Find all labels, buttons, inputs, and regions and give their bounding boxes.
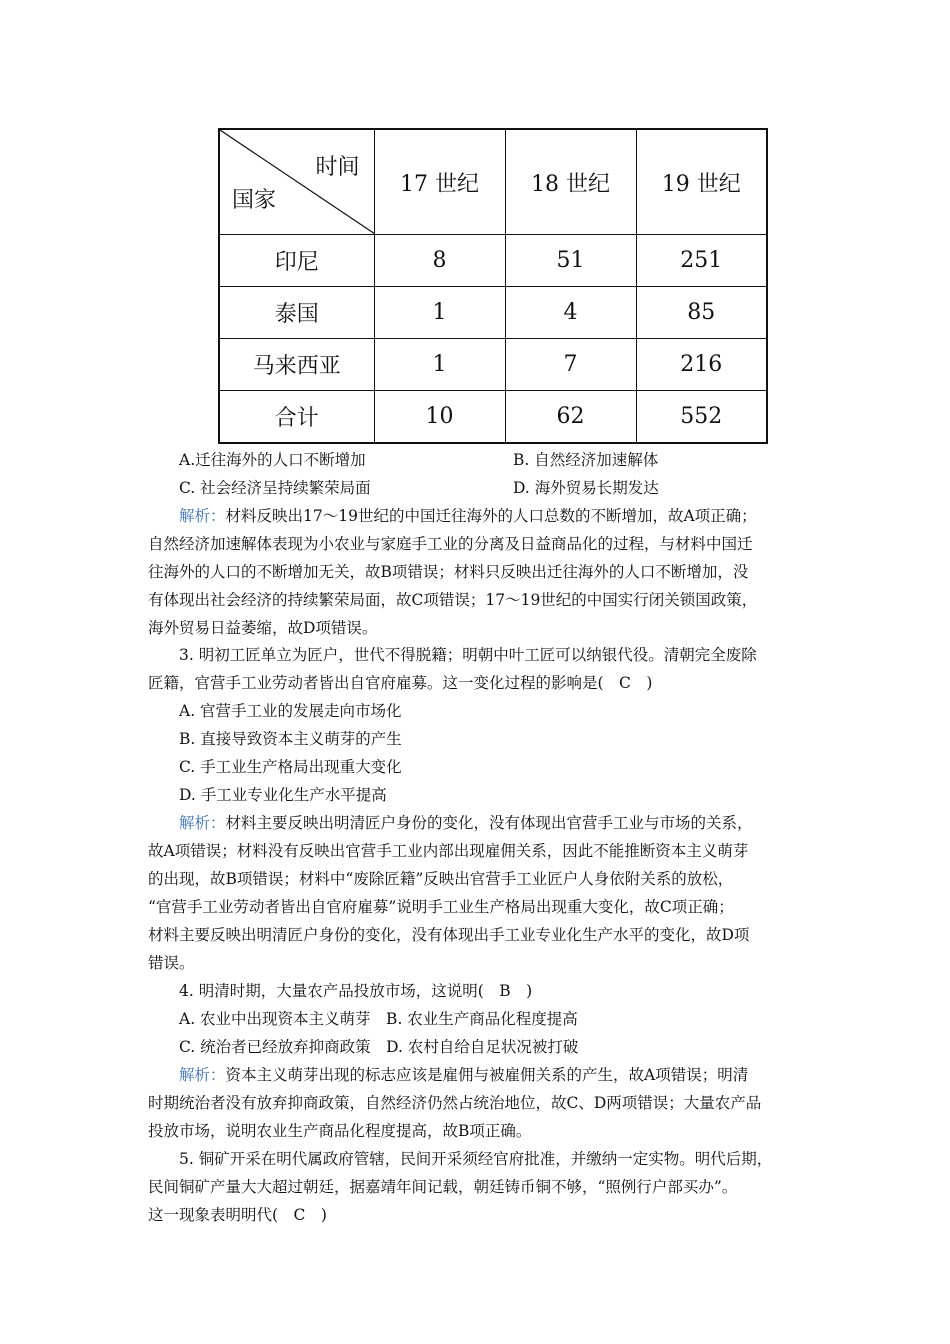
explanation-line: 材料主要反映出明清匠户身份的变化，没有体现出官营手工业与市场的关系， bbox=[225, 814, 753, 832]
question-stem: 4. 明清时期，大量农产品投放市场，这说明( B ) bbox=[179, 982, 533, 1000]
table-cell: 10 bbox=[374, 391, 505, 444]
table-cell: 216 bbox=[636, 339, 767, 391]
explanation-line: “官营手工业劳动者皆出自官府雇募”说明手工业生产格局出现重大变化，故C项正确； bbox=[148, 898, 734, 916]
column-header: 18 世纪 bbox=[505, 129, 636, 235]
question-5 bbox=[148, 1145, 808, 1229]
option: A. 官营手工业的发展走向市场化 bbox=[179, 702, 402, 720]
table-cell: 4 bbox=[505, 287, 636, 339]
explanation-line: 时期统治者没有放弃抑商政策，自然经济仍然占统治地位，故C、D两项错误；大量农产品 bbox=[148, 1094, 762, 1112]
q2-option-c: C. 社会经济呈持续繁荣局面 bbox=[179, 479, 371, 497]
table-cell: 7 bbox=[505, 339, 636, 391]
table-cell: 251 bbox=[636, 235, 767, 287]
option: D. 手工业专业化生产水平提高 bbox=[179, 786, 387, 804]
explanation-line: 故A项错误；材料没有反映出官营手工业内部出现雇佣关系，因此不能推断资本主义萌芽 bbox=[148, 842, 749, 860]
question-stem: 这一现象表明明代( C ) bbox=[148, 1206, 327, 1224]
option: C. 统治者已经放弃抑商政策 D. 农村自给自足状况被打破 bbox=[179, 1038, 579, 1056]
explanation-label: 解析： bbox=[179, 1066, 226, 1084]
explanation-line: 有体现出社会经济的持续繁荣局面，故C项错误；17～19世纪的中国实行闭关锁国政策， bbox=[148, 591, 758, 609]
table-cell: 552 bbox=[636, 391, 767, 444]
explanation-line: 材料反映出17～19世纪的中国迁往海外的人口总数的不断增加，故A项正确； bbox=[225, 507, 757, 525]
table-cell: 1 bbox=[374, 287, 505, 339]
question-stem: 3. 明初工匠单立为匠户，世代不得脱籍；明朝中叶工匠可以纳银代役。清朝完全废除 bbox=[179, 646, 757, 664]
question-stem: 5. 铜矿开采在明代属政府管辖，民间开采须经官府批准，并缴纳一定实物。明代后期， bbox=[179, 1150, 773, 1168]
table-cell: 8 bbox=[374, 235, 505, 287]
table-row bbox=[219, 235, 767, 287]
table-row bbox=[219, 287, 767, 339]
option: C. 手工业生产格局出现重大变化 bbox=[179, 758, 402, 776]
explanation-line: 自然经济加速解体表现为小农业与家庭手工业的分离及日益商品化的过程，与材料中国迁 bbox=[148, 535, 753, 553]
explanation-label: 解析： bbox=[179, 507, 226, 525]
row-country: 合计 bbox=[219, 391, 374, 444]
q2-explanation bbox=[148, 502, 808, 642]
explanation-line: 海外贸易日益萎缩，故D项错误。 bbox=[148, 619, 378, 637]
diagonal-header-cell bbox=[219, 129, 374, 235]
table-cell: 1 bbox=[374, 339, 505, 391]
explanation-line: 资本主义萌芽出现的标志应该是雇佣与被雇佣关系的产生，故A项错误；明清 bbox=[225, 1066, 749, 1084]
explanation-line: 投放市场，说明农业生产商品化程度提高，故B项正确。 bbox=[148, 1122, 532, 1140]
explanation-line: 的出现，故B项错误；材料中“废除匠籍”反映出官营手工业匠户人身依附关系的放松， bbox=[148, 870, 734, 888]
question-4 bbox=[148, 977, 808, 1145]
q2-option-a: A.迁往海外的人口不断增加 bbox=[179, 451, 366, 469]
table-cell: 51 bbox=[505, 235, 636, 287]
option: A. 农业中出现资本主义萌芽 B. 农业生产商品化程度提高 bbox=[179, 1010, 578, 1028]
question-stem: 匠籍，官营手工业劳动者皆出自官府雇募。这一变化过程的影响是( C ) bbox=[148, 674, 653, 692]
option: B. 直接导致资本主义萌芽的产生 bbox=[179, 730, 402, 748]
table-cell: 85 bbox=[636, 287, 767, 339]
row-country: 印尼 bbox=[219, 235, 374, 287]
explanation-label: 解析： bbox=[179, 814, 226, 832]
header-country: 国家 bbox=[232, 188, 277, 213]
table-header-row bbox=[219, 129, 767, 235]
column-header: 19 世纪 bbox=[636, 129, 767, 235]
explanation-line: 往海外的人口的不断增加无关，故B项错误；材料只反映出迁往海外的人口不断增加，没 bbox=[148, 563, 749, 581]
q2-option-b: B. 自然经济加速解体 bbox=[513, 451, 659, 469]
table-cell: 62 bbox=[505, 391, 636, 444]
column-header: 17 世纪 bbox=[374, 129, 505, 235]
emigration-table bbox=[218, 128, 768, 444]
explanation-line: 错误。 bbox=[148, 954, 195, 972]
question-stem: 民间铜矿产量大大超过朝廷，据嘉靖年间记载，朝廷铸币铜不够，“照例行户部买办”。 bbox=[148, 1178, 738, 1196]
table-row bbox=[219, 391, 767, 444]
question-3 bbox=[148, 641, 808, 977]
header-time: 时间 bbox=[315, 155, 360, 180]
diagonal-line bbox=[220, 130, 375, 234]
explanation-line: 材料主要反映出明清匠户身份的变化，没有体现出手工业专业化生产水平的变化，故D项 bbox=[148, 926, 750, 944]
row-country: 马来西亚 bbox=[219, 339, 374, 391]
q2-option-d: D. 海外贸易长期发达 bbox=[513, 479, 659, 497]
table-row bbox=[219, 339, 767, 391]
row-country: 泰国 bbox=[219, 287, 374, 339]
